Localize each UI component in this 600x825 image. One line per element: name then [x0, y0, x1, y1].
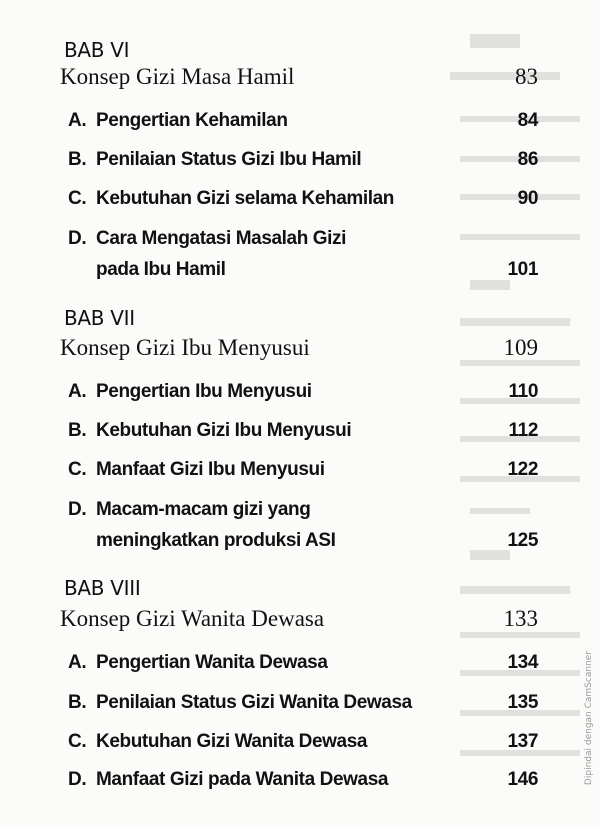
- chapter-page-number: 83: [515, 64, 538, 89]
- entry-page-number: 101: [507, 259, 538, 280]
- entry-letter: D.: [68, 228, 87, 249]
- entry-letter: B.: [68, 692, 87, 713]
- entry-title-continued: meningkatkan produksi ASI: [96, 530, 336, 551]
- entry-page-number: 86: [517, 149, 538, 170]
- entry-page-number: 146: [507, 769, 538, 790]
- toc-entry[interactable]: [68, 499, 538, 559]
- chapter-title: Konsep Gizi Masa Hamil: [60, 64, 295, 89]
- chapter-title: Konsep Gizi Ibu Menyusui: [60, 335, 310, 360]
- entry-page-number: 112: [508, 420, 538, 441]
- chapter-heading[interactable]: [60, 64, 538, 90]
- entry-page-number: 84: [517, 110, 538, 131]
- entry-title: Pengertian Wanita Dewasa: [96, 652, 328, 673]
- entry-letter: A.: [68, 652, 87, 673]
- entry-title: Penilaian Status Gizi Ibu Hamil: [96, 149, 362, 170]
- entry-letter: C.: [68, 188, 87, 209]
- entry-page-number: 137: [507, 731, 538, 752]
- entry-title-continued: pada Ibu Hamil: [96, 259, 226, 280]
- entry-page-number: 122: [507, 459, 538, 480]
- entry-title: Manfaat Gizi pada Wanita Dewasa: [96, 769, 389, 790]
- chapter-label: BAB VII: [64, 306, 135, 330]
- entry-title: Cara Mengatasi Masalah Gizi: [96, 228, 347, 249]
- chapter-label: BAB VIII: [64, 576, 141, 600]
- entry-letter: C.: [68, 459, 87, 480]
- entry-letter: A.: [68, 110, 87, 131]
- chapter-title: Konsep Gizi Wanita Dewasa: [60, 606, 325, 631]
- toc-entry[interactable]: [68, 228, 538, 288]
- entry-letter: D.: [68, 499, 87, 520]
- entry-page-number: 110: [508, 381, 538, 402]
- entry-page-number: 125: [507, 530, 538, 551]
- entry-title: Pengertian Ibu Menyusui: [96, 381, 312, 402]
- entry-title: Kebutuhan Gizi selama Kehamilan: [96, 188, 395, 209]
- entry-page-number: 135: [507, 692, 538, 713]
- entry-title: Kebutuhan Gizi Ibu Menyusui: [96, 420, 352, 441]
- chapter-heading[interactable]: [60, 335, 538, 361]
- entry-letter: A.: [68, 381, 87, 402]
- chapter-page-number: 133: [503, 606, 538, 631]
- entry-page-number: 134: [507, 652, 538, 673]
- entry-letter: B.: [68, 149, 87, 170]
- chapter-page-number: 109: [503, 335, 538, 360]
- entry-page-number: 90: [517, 188, 538, 209]
- entry-letter: B.: [68, 420, 87, 441]
- entry-title: Kebutuhan Gizi Wanita Dewasa: [96, 731, 368, 752]
- entry-title: Pengertian Kehamilan: [96, 110, 288, 131]
- entry-title: Macam-macam gizi yang: [96, 499, 311, 520]
- scanner-watermark: Dipindai dengan CamScanner: [584, 650, 594, 785]
- chapter-heading[interactable]: [60, 606, 538, 632]
- entry-title: Manfaat Gizi Ibu Menyusui: [96, 459, 325, 480]
- entry-letter: C.: [68, 731, 87, 752]
- chapter-label: BAB VI: [64, 38, 130, 62]
- entry-letter: D.: [68, 769, 87, 790]
- entry-title: Penilaian Status Gizi Wanita Dewasa: [96, 692, 412, 713]
